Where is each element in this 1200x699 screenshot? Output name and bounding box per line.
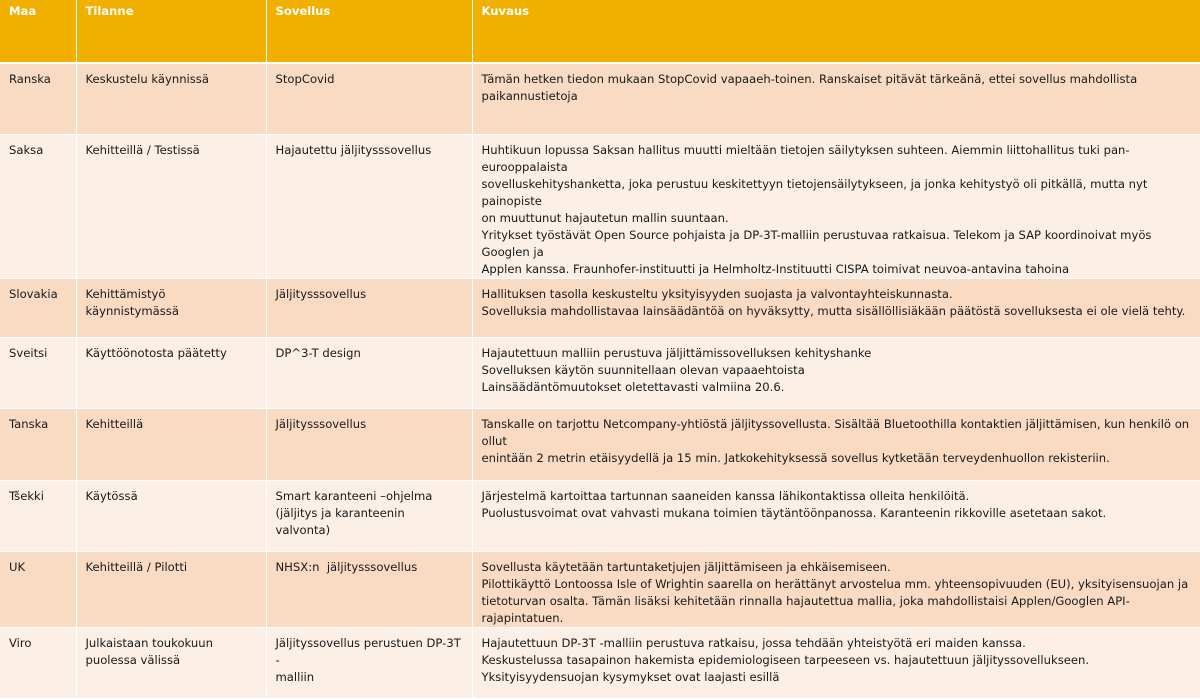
- cell-sovellus: StopCovid: [266, 63, 472, 135]
- cell-tilanne: Kehitteillä: [76, 409, 266, 481]
- cell-sovellus: Smart karanteeni –ohjelma (jäljitys ja karanteenin valvonta): [266, 481, 472, 552]
- cell-kuvaus: Huhtikuun lopussa Saksan hallitus muutti mieltään tietojen säilytyksen suhteen. Aiemmin liittohallitus tuki pan-eurooppalaista sovelluskehityshanketta, joka perustuu keskitettyyn tietojensäilytykseen, ja jonka kehitystyö oli pitkällä, mutta nyt painopiste on muuttunut hajautetun mallin suuntaan. Yritykset työstävät Open Source pohjaista ja DP-3T-malliin perustuvaa ratkaisua. Telekom ja SAP koordinoivat myös Googlen ja Applen kanssa. Fraunhofer-instituutti ja Helmholtz-Instituutti CISPA toimivat neuvoa-antavina tahoina: [472, 135, 1200, 279]
- table-row: [0, 63, 1200, 135]
- cell-sovellus: Jäljitysssovellus: [266, 409, 472, 481]
- cell-tilanne: Kehittämistyö käynnistymässä: [76, 279, 266, 338]
- header-tilanne: Tilanne: [76, 0, 266, 63]
- cell-tilanne: Käytössä: [76, 481, 266, 552]
- cell-tilanne: Käyttöönotosta päätetty: [76, 338, 266, 409]
- cell-tilanne: Kehitteillä / Pilotti: [76, 552, 266, 628]
- header-row: [0, 0, 1200, 63]
- cell-sovellus: Jäljitysssovellus: [266, 279, 472, 338]
- cell-kuvaus: Hajautettuun malliin perustuva jäljittämissovelluksen kehityshanke Sovelluksen käytön suunnitellaan olevan vapaaehtoista Lainsäädäntömuutokset oletettavasti valmiina 20.6.: [472, 338, 1200, 409]
- cell-kuvaus: Hajautettuun DP-3T -malliin perustuva ratkaisu, jossa tehdään yhteistyötä eri maiden kanssa. Keskustelussa tasapainon hakemista epidemiologiseen tarpeeseen vs. hajautettuun jäljityssovellukseen. Yksityisyydensuojan kysymykset ovat laajasti esillä: [472, 628, 1200, 699]
- cell-kuvaus: Sovellusta käytetään tartuntaketjujen jäljittämiseen ja ehkäisemiseen. Pilottikäyttö Lontoossa Isle of Wrightin saarella on herättänyt arvostelua mm. yhteensopivuuden (EU), yksityisensuojan ja tietoturvan osalta. Tämän lisäksi kehitetään rinnalla hajautettua mallia, joka mahdollistaisi Applen/Googlen API-rajapintatuen.: [472, 552, 1200, 628]
- header-sovellus: Sovellus: [266, 0, 472, 63]
- cell-maa: Sveitsi: [0, 338, 76, 409]
- header-maa: Maa: [0, 0, 76, 63]
- cell-maa: Saksa: [0, 135, 76, 279]
- table-row: [0, 135, 1200, 279]
- table-row: [0, 409, 1200, 481]
- cell-maa: UK: [0, 552, 76, 628]
- header-kuvaus: Kuvaus: [472, 0, 1200, 63]
- table-row: [0, 279, 1200, 338]
- table-row: [0, 338, 1200, 409]
- cell-maa: Viro: [0, 628, 76, 699]
- cell-sovellus: DP^3-T design: [266, 338, 472, 409]
- cell-maa: Ranska: [0, 63, 76, 135]
- cell-maa: Slovakia: [0, 279, 76, 338]
- cell-kuvaus: Järjestelmä kartoittaa tartunnan saaneiden kanssa lähikontaktissa olleita henkilöitä. Puolustusvoimat ovat vahvasti mukana toimien täytäntöönpanossa. Karanteenin rikkoville asetetaan sakot.: [472, 481, 1200, 552]
- cell-maa: Tanska: [0, 409, 76, 481]
- cell-tilanne: Kehitteillä / Testissä: [76, 135, 266, 279]
- cell-tilanne: Julkaistaan toukokuun puolessa välissä: [76, 628, 266, 699]
- cell-sovellus: Hajautettu jäljitysssovellus: [266, 135, 472, 279]
- cell-kuvaus: Tanskalle on tarjottu Netcompany-yhtiöstä jäljityssovellusta. Sisältää Bluetoothilla kontaktien jäljittämisen, kun henkilö on ollut enintään 2 metrin etäisyydellä ja 15 min. Jatkokehityksessä sovellus kytketään terveydenhuollon rekisteriin.: [472, 409, 1200, 481]
- cell-maa: Tšekki: [0, 481, 76, 552]
- cell-tilanne: Keskustelu käynnissä: [76, 63, 266, 135]
- table-row: [0, 628, 1200, 699]
- cell-kuvaus: Tämän hetken tiedon mukaan StopCovid vapaaeh-toinen. Ranskaiset pitävät tärkeänä, ettei sovellus mahdollista paikannustietoja: [472, 63, 1200, 135]
- cell-sovellus: Jäljityssovellus perustuen DP-3T - malliin: [266, 628, 472, 699]
- cell-kuvaus: Hallituksen tasolla keskusteltu yksityisyyden suojasta ja valvontayhteiskunnasta. Sovelluksia mahdollistavaa lainsäädäntöä on hyväksytty, mutta sisällöllisiäkään päätöstä sovelluksesta ei ole vielä tehty.: [472, 279, 1200, 338]
- table-row: [0, 552, 1200, 628]
- table-row: [0, 481, 1200, 552]
- cell-sovellus: NHSX:n jäljitysssovellus: [266, 552, 472, 628]
